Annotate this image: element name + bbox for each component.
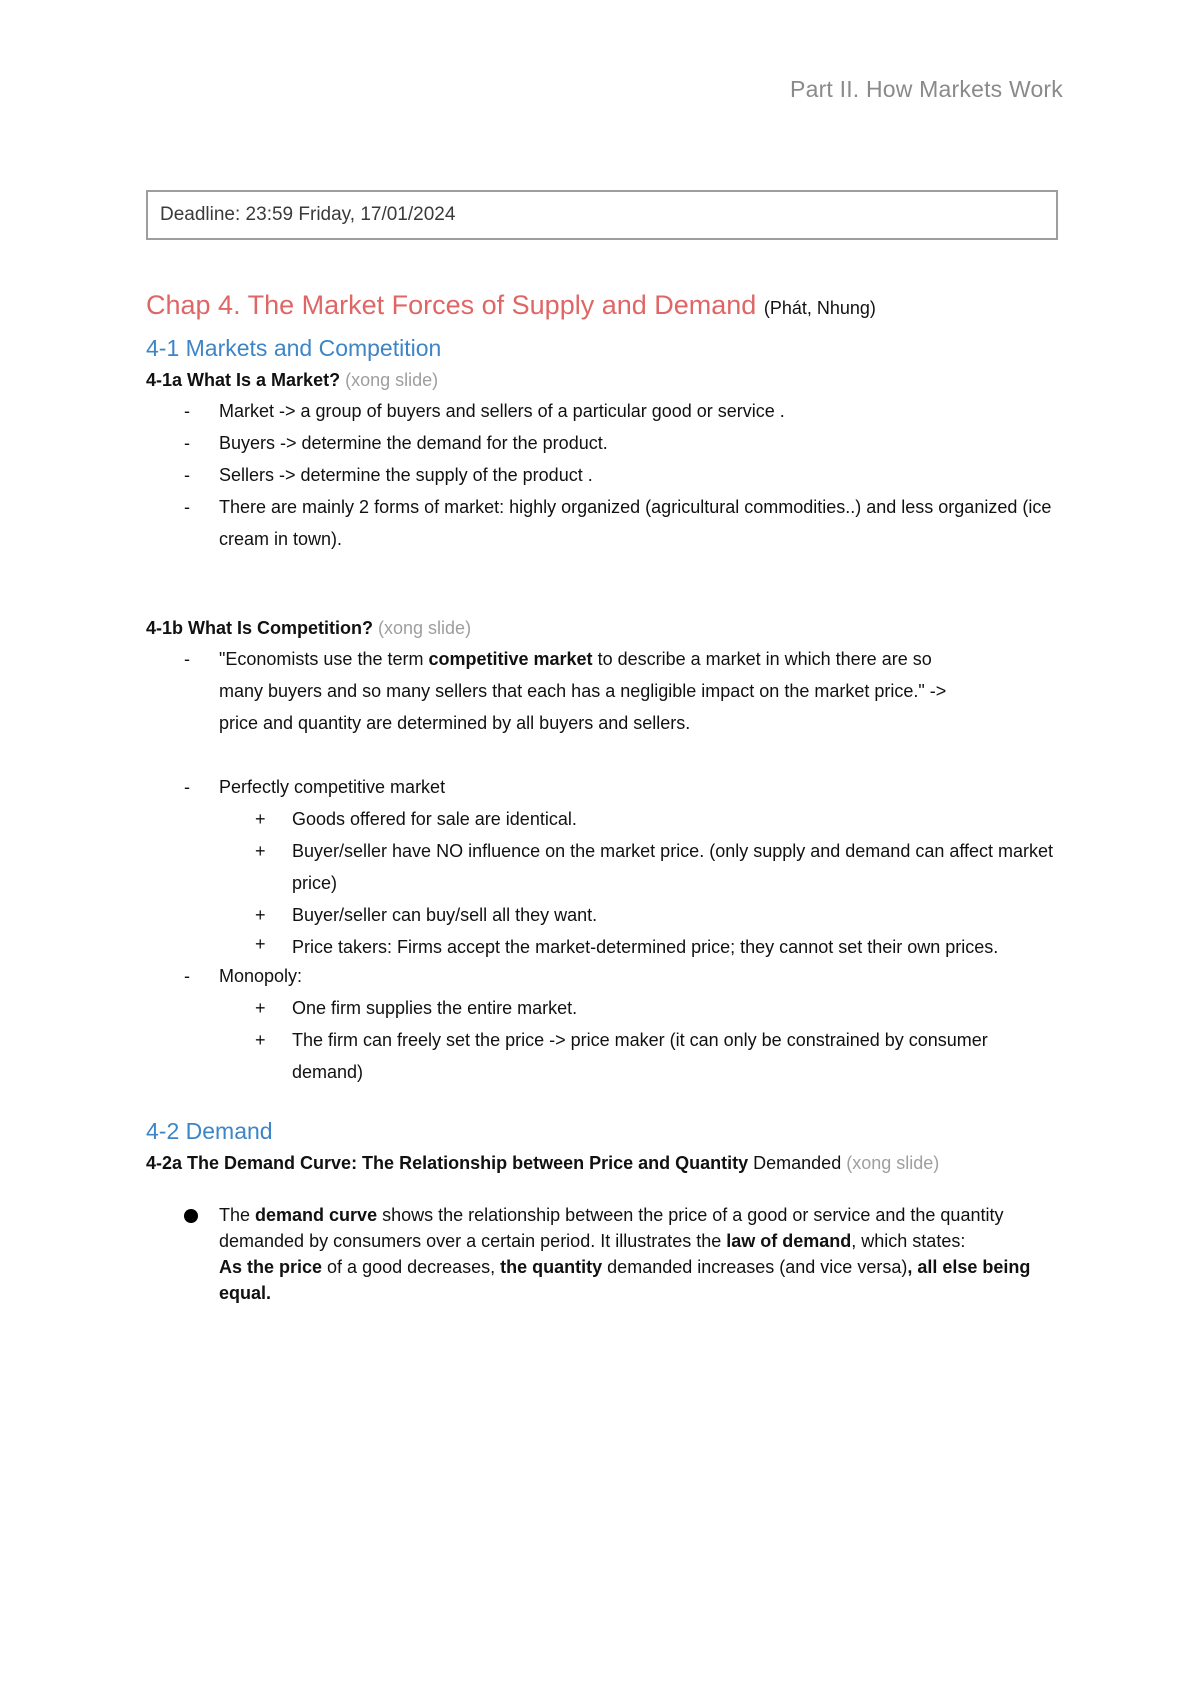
- list-item: + Buyer/seller have NO influence on the market price. (only supply and demand can affect market price): [219, 835, 1058, 899]
- list-item: - There are mainly 2 forms of market: highly organized (agricultural commodities..) and less organized (ice cream in town).: [146, 491, 1058, 555]
- list-item: + One firm supplies the entire market.: [219, 992, 1058, 1024]
- competitive-market-quote: - "Economists use the term competitive market to describe a market in which there are so many buyers and so many sellers that each has a negligible impact on the market price." -> price and quantity are determined by all buyers and sellers.: [146, 643, 1058, 739]
- perfect-competition-sublist: [219, 803, 1058, 960]
- chapter-heading: [146, 286, 1058, 327]
- dash-marker: -: [184, 649, 190, 669]
- subsection-4-1b-title: 4-1b What Is Competition?: [146, 618, 373, 638]
- section-4-1-heading: 4-1 Markets and Competition: [146, 335, 442, 361]
- competition-list: [146, 643, 1058, 1088]
- bullet-dot: [184, 1209, 198, 1223]
- plus-marker: +: [255, 809, 266, 829]
- list-item: + Buyer/seller can buy/sell all they want.: [219, 899, 1058, 931]
- subsection-4-2a-title-end: Demanded: [748, 1153, 842, 1173]
- plus-marker: +: [255, 998, 266, 1018]
- part-title: Part II. How Markets Work: [790, 76, 1063, 102]
- subsection-4-2a-note: (xong slide): [846, 1153, 940, 1173]
- list-item: + Goods offered for sale are identical.: [219, 803, 1058, 835]
- subsection-4-1a-title: 4-1a What Is a Market?: [146, 370, 341, 390]
- dash-marker: -: [184, 966, 190, 986]
- list-item: - Buyers -> determine the demand for the product.: [146, 427, 1058, 459]
- chapter-title: Chap 4. The Market Forces of Supply and Demand: [146, 290, 757, 320]
- demand-curve-paragraph: The demand curve shows the relationship between the price of a good or service and the quantity demanded by consumers over a certain period. It illustrates the law of demand, which states: As the price of a good decreases, the quantity demanded increases (and vice versa), all else being equal.: [146, 1202, 1058, 1306]
- dash-marker: -: [184, 497, 190, 517]
- list-item: - Sellers -> determine the supply of the product .: [146, 459, 1058, 491]
- dash-marker: -: [184, 433, 190, 453]
- subsection-4-1b-heading: [146, 613, 1058, 643]
- subsection-4-1b-note: (xong slide): [378, 618, 472, 638]
- dash-marker: -: [184, 401, 190, 421]
- monopoly-sublist: [219, 992, 1058, 1088]
- law-of-demand-statement: As the price: [219, 1257, 323, 1277]
- document-content: [146, 286, 1058, 1306]
- subsection-4-2a-title: 4-2a The Demand Curve: The Relationship between Price and Quantity: [146, 1153, 749, 1173]
- plus-marker: +: [255, 841, 266, 861]
- subsection-4-1a-heading: [146, 365, 1058, 395]
- section-4-2-heading: 4-2 Demand: [146, 1118, 273, 1144]
- dash-marker: -: [184, 777, 190, 797]
- list-item: + The firm can freely set the price -> price maker (it can only be constrained by consumer demand): [219, 1024, 1058, 1088]
- perfect-competition-item: - Perfectly competitive market + Goods offered for sale are identical. + Buyer/seller have NO influence on the market price. (only supply and demand can affect market price) + Buyer/seller can buy/sell all they want. + Price takers: Firms accept the market-determined price; they cannot set their own prices.: [146, 771, 1058, 960]
- list-item: - Market -> a group of buyers and sellers of a particular good or service .: [146, 395, 1058, 427]
- monopoly-item: - Monopoly: + One firm supplies the entire market. + The firm can freely set the price -> price maker (it can only be constrained by consumer demand): [146, 960, 1058, 1088]
- subsection-4-1a-note: (xong slide): [345, 370, 439, 390]
- plus-marker: +: [255, 934, 266, 954]
- deadline-text: Deadline: 23:59 Friday, 17/01/2024: [160, 204, 456, 225]
- chapter-authors: (Phát, Nhung): [763, 298, 876, 318]
- deadline-box: [146, 190, 1058, 240]
- dash-marker: -: [184, 465, 190, 485]
- plus-marker: +: [255, 905, 266, 925]
- list-item: + Price takers: Firms accept the market-determined price; they cannot set their own prices.: [219, 931, 1058, 960]
- subsection-4-2a-heading: [146, 1148, 1058, 1178]
- plus-marker: +: [255, 1030, 266, 1050]
- market-definition-list: [146, 395, 1058, 555]
